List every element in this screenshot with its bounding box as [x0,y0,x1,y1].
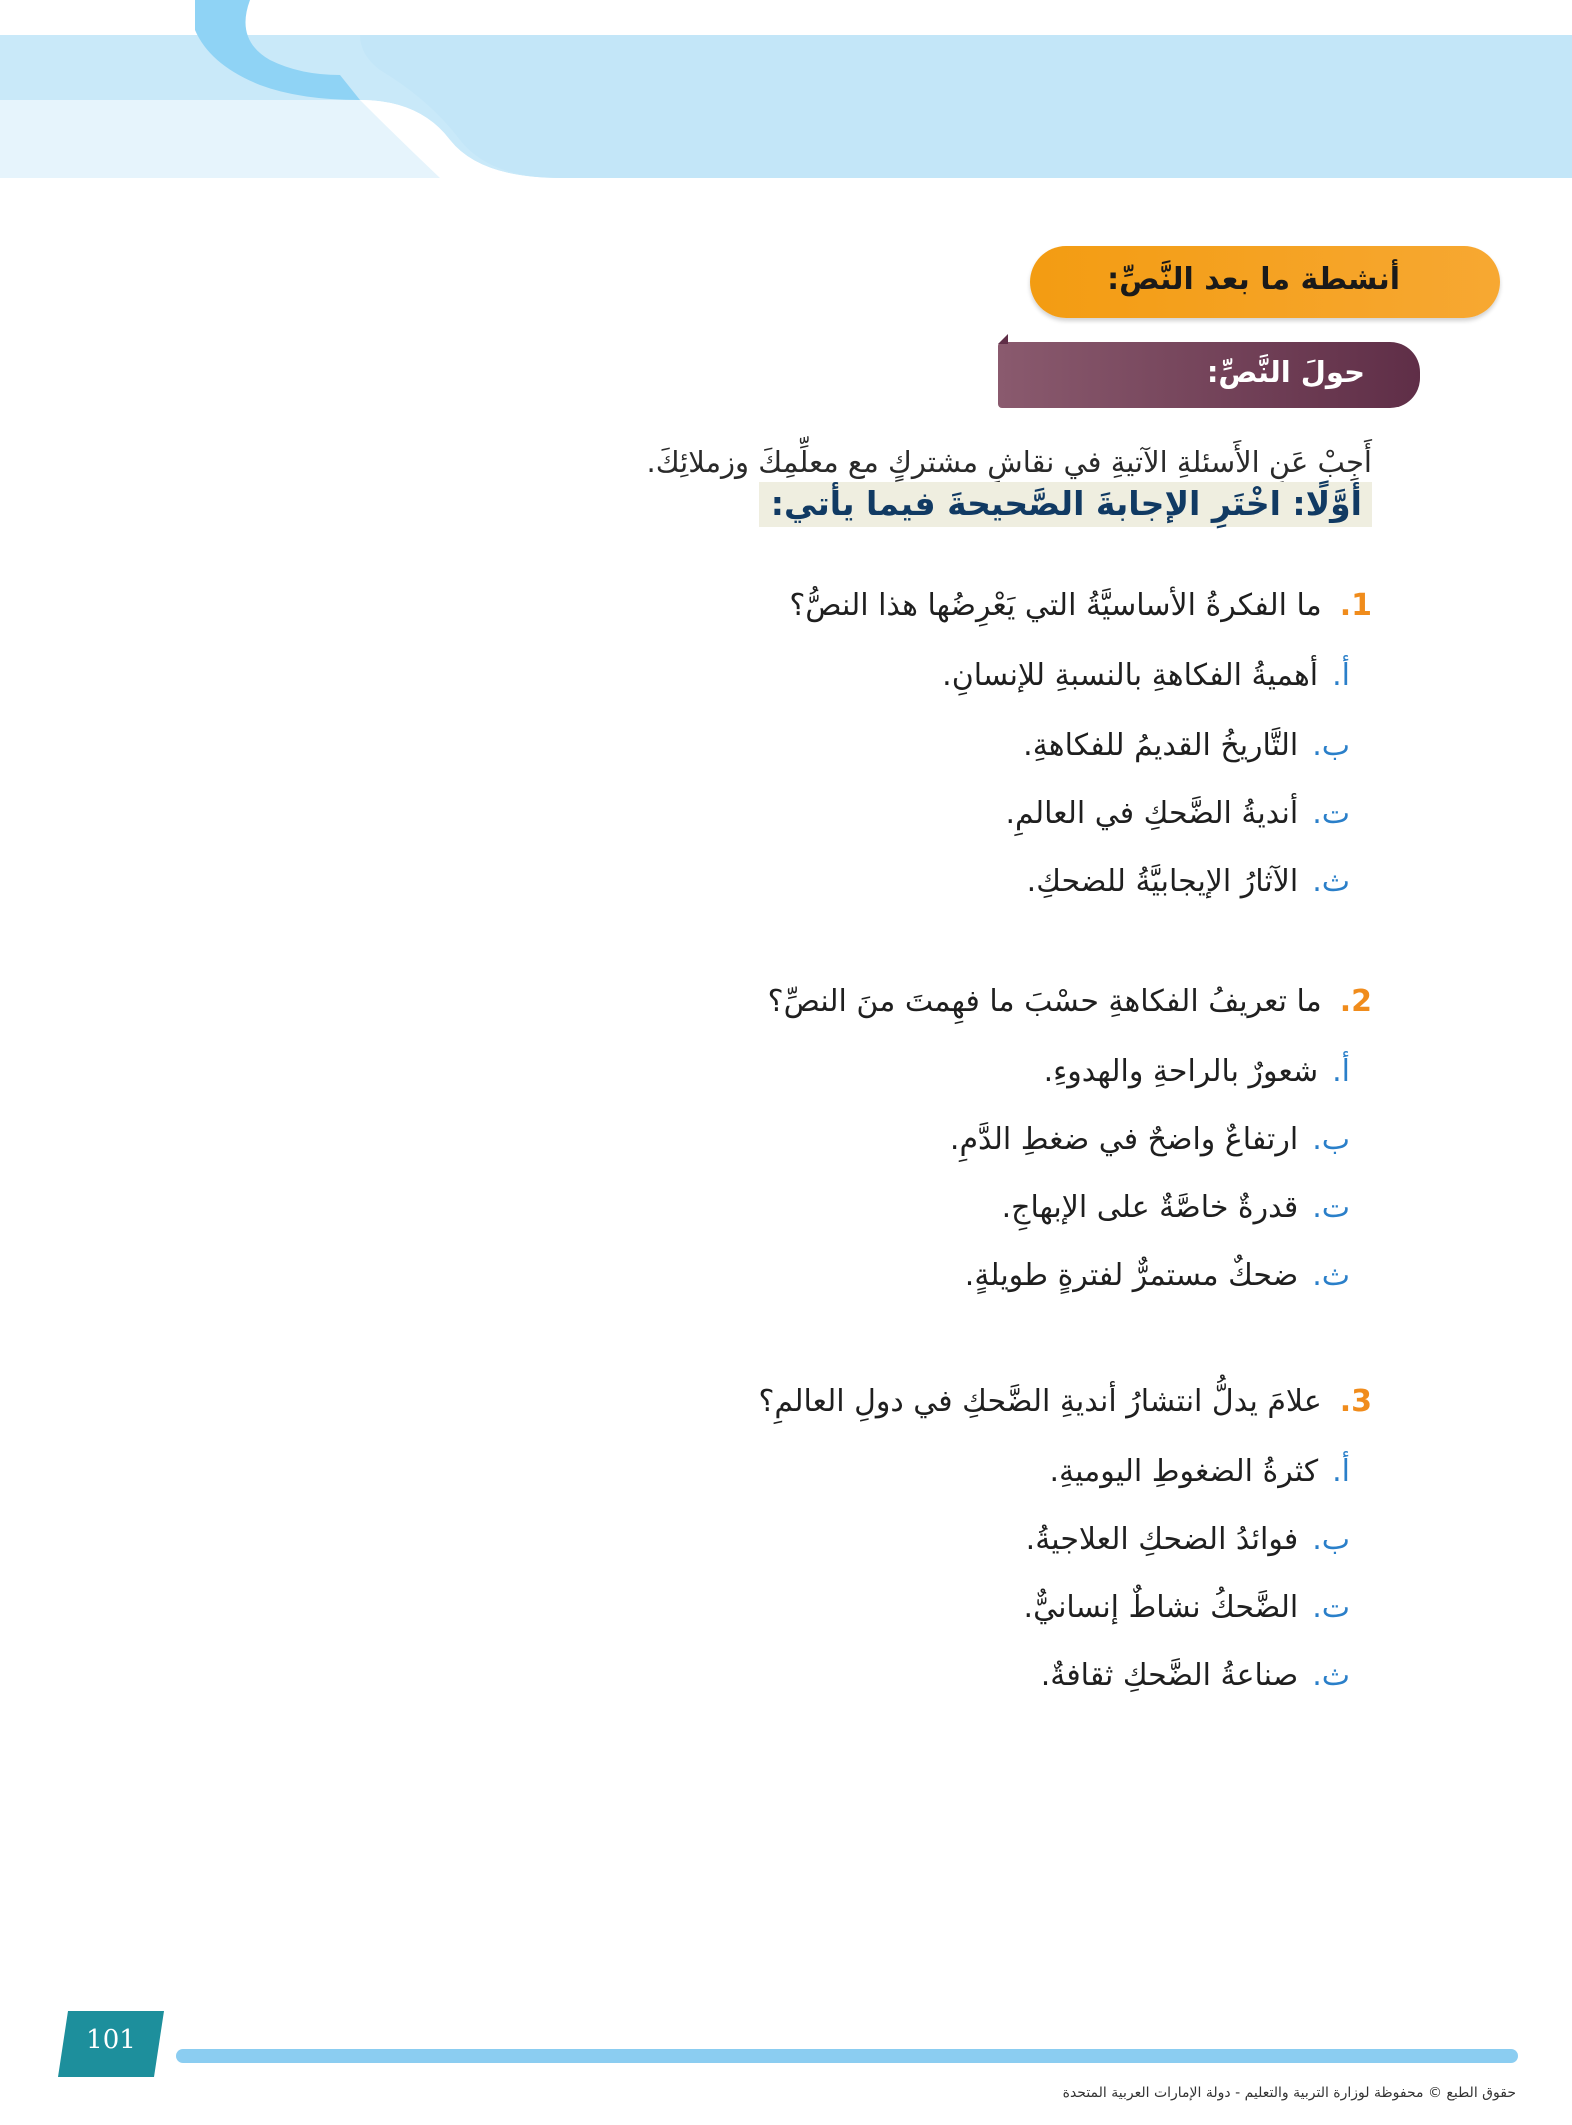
option-text: صناعةُ الضَّحكِ ثقافةٌ. [1040,1658,1299,1693]
question-1 [789,588,1372,623]
choose-correct-heading: أوَّلًا: اخْتَرِ الإجابةَ الصَّحيحةَ فيما يأتي: [759,482,1372,527]
option-2b[interactable] [950,1122,1350,1157]
option-text: الآثارُ الإيجابيَّةُ للضحكِ. [1026,864,1299,899]
question-text: علامَ يدلُّ انتشارُ أنديةِ الضَّحكِ في دولِ العالمِ؟ [758,1384,1322,1419]
option-text: أنديةُ الضَّحكِ في العالمِ. [1005,796,1299,831]
option-text: الضَّحكُ نشاطٌ إنسانيٌّ. [1023,1590,1299,1625]
question-3 [758,1384,1372,1419]
option-letter: ت. [1312,796,1350,831]
option-text: قدرةٌ خاصَّةٌ على الإبهاجِ. [1001,1190,1299,1225]
page-number-tab [58,2011,164,2077]
option-letter: ت. [1312,1190,1350,1225]
footer-divider [176,2049,1518,2063]
option-text: التَّاريخُ القديمُ للفكاهةِ. [1023,728,1299,763]
option-letter: ت. [1312,1590,1350,1625]
section-title: حولَ النَّصِّ: [1206,355,1365,389]
option-letter: ب. [1312,728,1350,763]
copyright-notice: حقوق الطبع © محفوظة لوزارة التربية والتعليم - دولة الإمارات العربية المتحدة [1062,2085,1516,2101]
option-text: فوائدُ الضحكِ العلاجيةُ. [1025,1522,1299,1557]
option-3a[interactable] [1049,1454,1350,1489]
option-letter: ب. [1312,1122,1350,1157]
option-3d[interactable] [1041,1658,1350,1693]
option-letter: ث. [1312,1658,1350,1693]
option-2a[interactable] [1044,1054,1350,1089]
question-number: 1. [1339,588,1372,623]
page-number: 101 [86,2025,136,2055]
question-text: ما تعريفُ الفكاهةِ حسْبَ ما فهِمتَ منَ النصِّ؟ [767,984,1322,1019]
option-3c[interactable] [1024,1590,1350,1625]
option-text: أهميةُ الفكاهةِ بالنسبةِ للإنسانِ. [942,658,1319,693]
option-text: شعورٌ بالراحةِ والهدوءِ. [1043,1054,1319,1089]
question-number: 2. [1339,984,1372,1019]
header-decoration [0,0,1572,230]
section-banner [998,342,1420,408]
option-1d[interactable] [1027,864,1350,899]
option-3b[interactable] [1026,1522,1350,1557]
option-2d[interactable] [965,1258,1350,1293]
question-number: 3. [1339,1384,1372,1419]
option-1c[interactable] [1006,796,1350,831]
option-2c[interactable] [1002,1190,1350,1225]
option-text: ارتفاعٌ واضحٌ في ضغطِ الدَّمِ. [949,1122,1299,1157]
question-2 [768,984,1372,1019]
option-letter: ث. [1312,1258,1350,1293]
option-letter: أ. [1332,1054,1350,1089]
option-letter: أ. [1332,658,1350,693]
option-1a[interactable] [942,658,1350,693]
activities-title: أنشطة ما بعد النَّصِّ: [1107,262,1400,297]
option-text: كثرةُ الضغوطِ اليوميةِ. [1049,1454,1319,1489]
option-letter: أ. [1332,1454,1350,1489]
instructions-text: أَجِبْ عَنِ الأَسئلةِ الآتيةِ في نقاشٍ مشتركٍ مع معلِّمِكَ وزملائِكَ. [646,445,1372,479]
question-text: ما الفكرةُ الأساسيَّةُ التي يَعْرِضُها هذا النصُّ؟ [789,588,1322,623]
option-text: ضحكٌ مستمرٌّ لفترةٍ طويلةٍ. [964,1258,1299,1293]
post-text-activities-pill [1030,246,1500,318]
option-1b[interactable] [1023,728,1350,763]
option-letter: ث. [1312,864,1350,899]
option-letter: ب. [1312,1522,1350,1557]
